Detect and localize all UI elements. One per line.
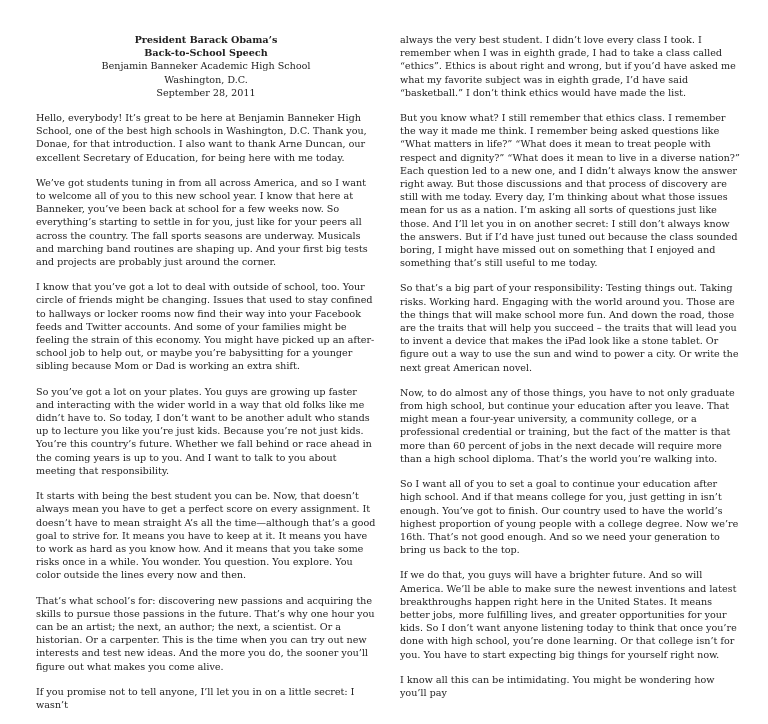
speech-venue: Benjamin Banneker Academic High School	[101, 61, 311, 73]
speech-city: Washington, D.C.	[164, 74, 248, 86]
paragraph: So you’ve got a lot on your plates. You guys are growing up faster and interacting with the wider world in a way that old folks like me didn’t have to. So today, I don’t want to be another adult who stands up to lecture you like you’re just kids. Because you’re not just kids. You’re this country’s future. Whether we fall behind or race ahead in the coming years is up to you. And I want to talk to you about meeting that responsibility.	[36, 386, 372, 477]
paragraph: It starts with being the best student you can be. Now, that doesn’t always mean you have to get a perfect score on every assignment. It doesn’t have to mean straight A’s all the time—although that’s a good goal to strive for. It means you have to keep at it. It means you have to work as hard as you know how. And it means that you take some risks once in a while. You wonder. You question. You explore. You color outside the lines every now and then.	[36, 491, 376, 582]
paragraph: If you promise not to tell anyone, I’ll let you in on a little secret: I wasn’t	[36, 686, 355, 711]
speech-title: President Barack Obama’s	[134, 35, 278, 46]
speech-date: September 28, 2011	[156, 87, 256, 99]
paragraph: So I want all of you to set a goal to continue your education after high school. And if that means college for you, just getting in isn’t enough. You’ve got to finish. Our country used to have the world’s highest proportion of young people with a college degree. Now we’re 16th. That’s not good enough. And so we need your generation to bring us back to the top.	[400, 479, 739, 557]
speech-subtitle: Back-to-School Speech	[144, 48, 268, 60]
left-column	[36, 34, 376, 724]
paragraph: We’ve got students tuning in from all across America, and so I want to welcome all of you to this new school year. I know that here at Banneker, you’ve been back at school for a few weeks now. So everything’s starting to settle in for you, just like for your peers all across the country. The fall sports seasons are underway. Musicals and marching band routines are shaping up. And your first big tests and projects are probably just around the corner.	[36, 177, 368, 269]
paragraph: So that’s a big part of your responsibility: Testing things out. Taking risks. Working hard. Engaging with the world around you. Those are the things that will make school more fun. And down the road, those are the traits that will help you succeed – the traits that will lead you to invent a device that makes the iPad look like a stone tablet. Or figure out a way to use the sun and wind to power a city. Or write the next great American novel.	[400, 283, 739, 374]
paragraph: That’s what school’s for: discovering new passions and acquiring the skills to pursue those passions in the future. That’s why one hour you can be an artist; the next, an author; the next, a scientist. Or a historian. Or a carpenter. This is the time when you can try out new interests and test new ideas. And the more you do, the sooner you’ll figure out what makes you come alive.	[36, 595, 375, 673]
speech-header	[36, 34, 376, 100]
paragraph: But you know what? I still remember that ethics class. I remember the way it made me think. I remember being asked questions like “What matters in life?” “What does it mean to treat people with respect and dignity?” “What does it mean to live in a diverse nation?” Each question led to a new one, and I didn’t always know the answer right away. But those discussions and that process of discovery are still with me today. Every day, I’m thinking about what those issues mean for us as a nation. I’m asking all sorts of questions just like those. And I’ll let you in on another secret: I still don’t always know the answers. But if I’d have just tuned out because the class sounded boring, I might have missed out on something that I enjoyed and something that’s still useful to me today.	[400, 113, 740, 270]
paragraph: I know that you’ve got a lot to deal with outside of school, too. Your circle of friends might be changing. Issues that used to stay confined to hallways or locker rooms now find their way into your Facebook feeds and Twitter accounts. And some of your families might be feeling the strain of this economy. You might have picked up an after-school job to help out, or maybe you’re babysitting for a younger sibling because Mom or Dad is working an extra shift.	[36, 282, 375, 373]
paragraph: If we do that, you guys will have a brighter future. And so will America. We’ll be able to make sure the newest inventions and latest breakthroughs happen right here in the United States. It means better jobs, more fulfilling lives, and greater opportunities for your kids. So I don’t want anyone listening today to think that once you’re done with high school, you’re done learning. Or that college isn’t for you. You have to start expecting big things for yourself right now.	[400, 570, 737, 661]
paragraph: Hello, everybody! It’s great to be here at Benjamin Banneker High School, one of the best high schools in Washington, D.C. Thank you, Donae, for that introduction. I also want to thank Arne Duncan, our excellent Secretary of Education, for being here with me today.	[36, 113, 367, 164]
paragraph: I know all this can be intimidating. You might be wondering how you’ll pay	[400, 674, 715, 699]
right-column	[400, 34, 740, 712]
paragraph: always the very best student. I didn’t love every class I took. I remember when I was in eighth grade, I had to take a class called “ethics”. Ethics is about right and wrong, but if you’d have asked me what my favorite subject was in eighth grade, I’d have said “basketball.” I don’t think ethics would have made the list.	[400, 35, 736, 99]
paragraph: Now, to do almost any of those things, you have to not only graduate from high school, but continue your education after you leave. That might mean a four-year university, a community college, or a professional credential or training, but the fact of the matter is that more than 60 percent of jobs in the next decade will require more than a high school diploma. That’s the world you’re walking into.	[400, 387, 735, 465]
